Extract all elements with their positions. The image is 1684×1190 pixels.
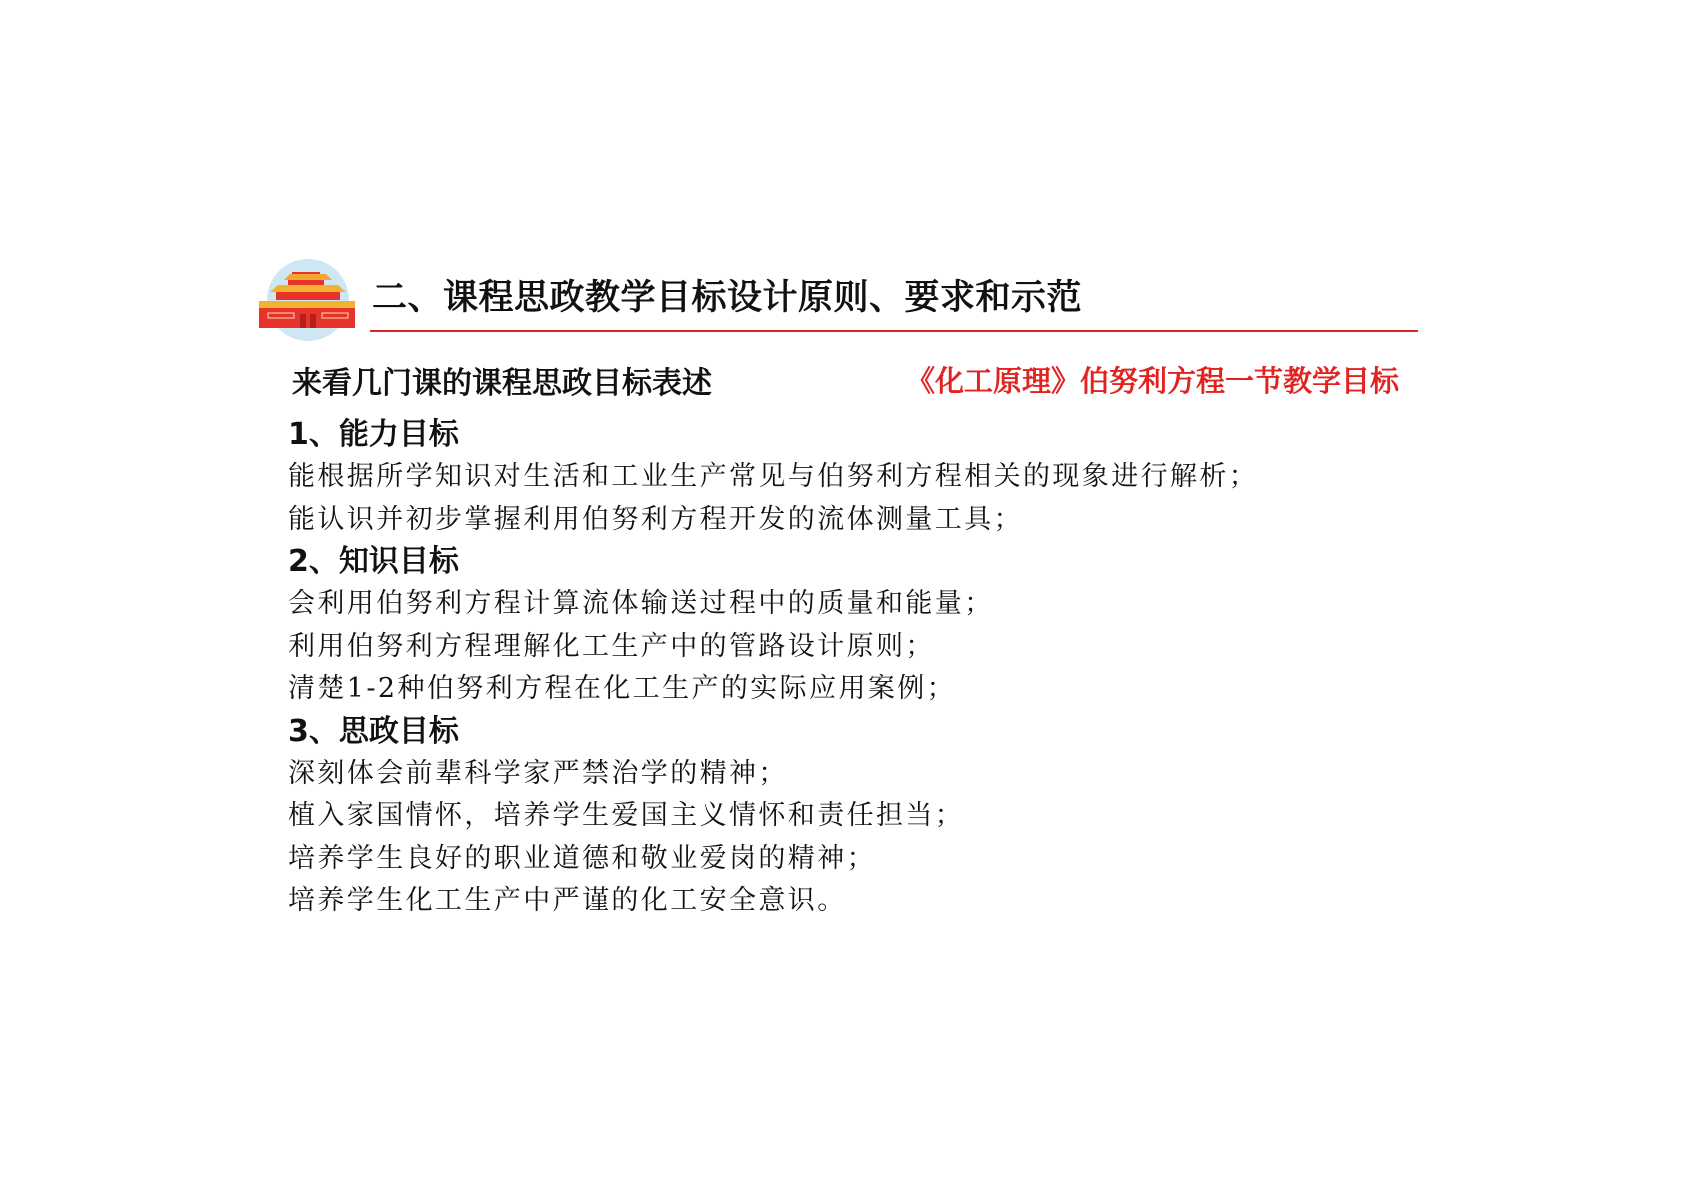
goal-item: 深刻体会前辈科学家严禁治学的精神； xyxy=(288,757,788,789)
goal-item: 培养学生化工生产中严谨的化工安全意识。 xyxy=(288,885,847,916)
goal-item: 能根据所学知识对生活和工业生产常见与伯努利方程相关的现象进行解析； xyxy=(288,461,1259,492)
section-heading: 1、能力目标 xyxy=(288,417,459,452)
subtitle: 来看几门课的课程思政目标表述 xyxy=(292,366,712,401)
course-tag: 《化工原理》伯努利方程一节教学目标 xyxy=(906,364,1400,398)
gate-tower-icon xyxy=(256,258,356,342)
goal-item: 培养学生良好的职业道德和敬业爱岗的精神； xyxy=(288,842,876,874)
goal-item: 利用伯努利方程理解化工生产中的管路设计原则； xyxy=(288,630,935,662)
page-title: 二、课程思政教学目标设计原则、要求和示范 xyxy=(372,278,1083,318)
goal-item: 会利用伯努利方程计算流体输送过程中的质量和能量； xyxy=(288,588,994,619)
section-knowledge-goals xyxy=(288,541,1388,711)
goal-list xyxy=(288,583,1388,711)
goal-list xyxy=(288,456,1388,541)
section-ideological-goals xyxy=(288,711,1388,923)
section-heading: 3、思政目标 xyxy=(288,713,459,749)
section-heading: 2、知识目标 xyxy=(288,544,459,579)
goal-item: 能认识并初步掌握利用伯努利方程开发的流体测量工具； xyxy=(288,503,1023,535)
goal-item: 清楚1-2种伯努利方程在化工生产的实际应用案例； xyxy=(288,673,957,704)
goal-list xyxy=(288,753,1388,923)
title-divider xyxy=(370,330,1418,332)
goal-item: 植入家国情怀，培养学生爱国主义情怀和责任担当； xyxy=(288,800,965,831)
objectives-content xyxy=(288,414,1388,923)
section-ability-goals xyxy=(288,414,1388,541)
